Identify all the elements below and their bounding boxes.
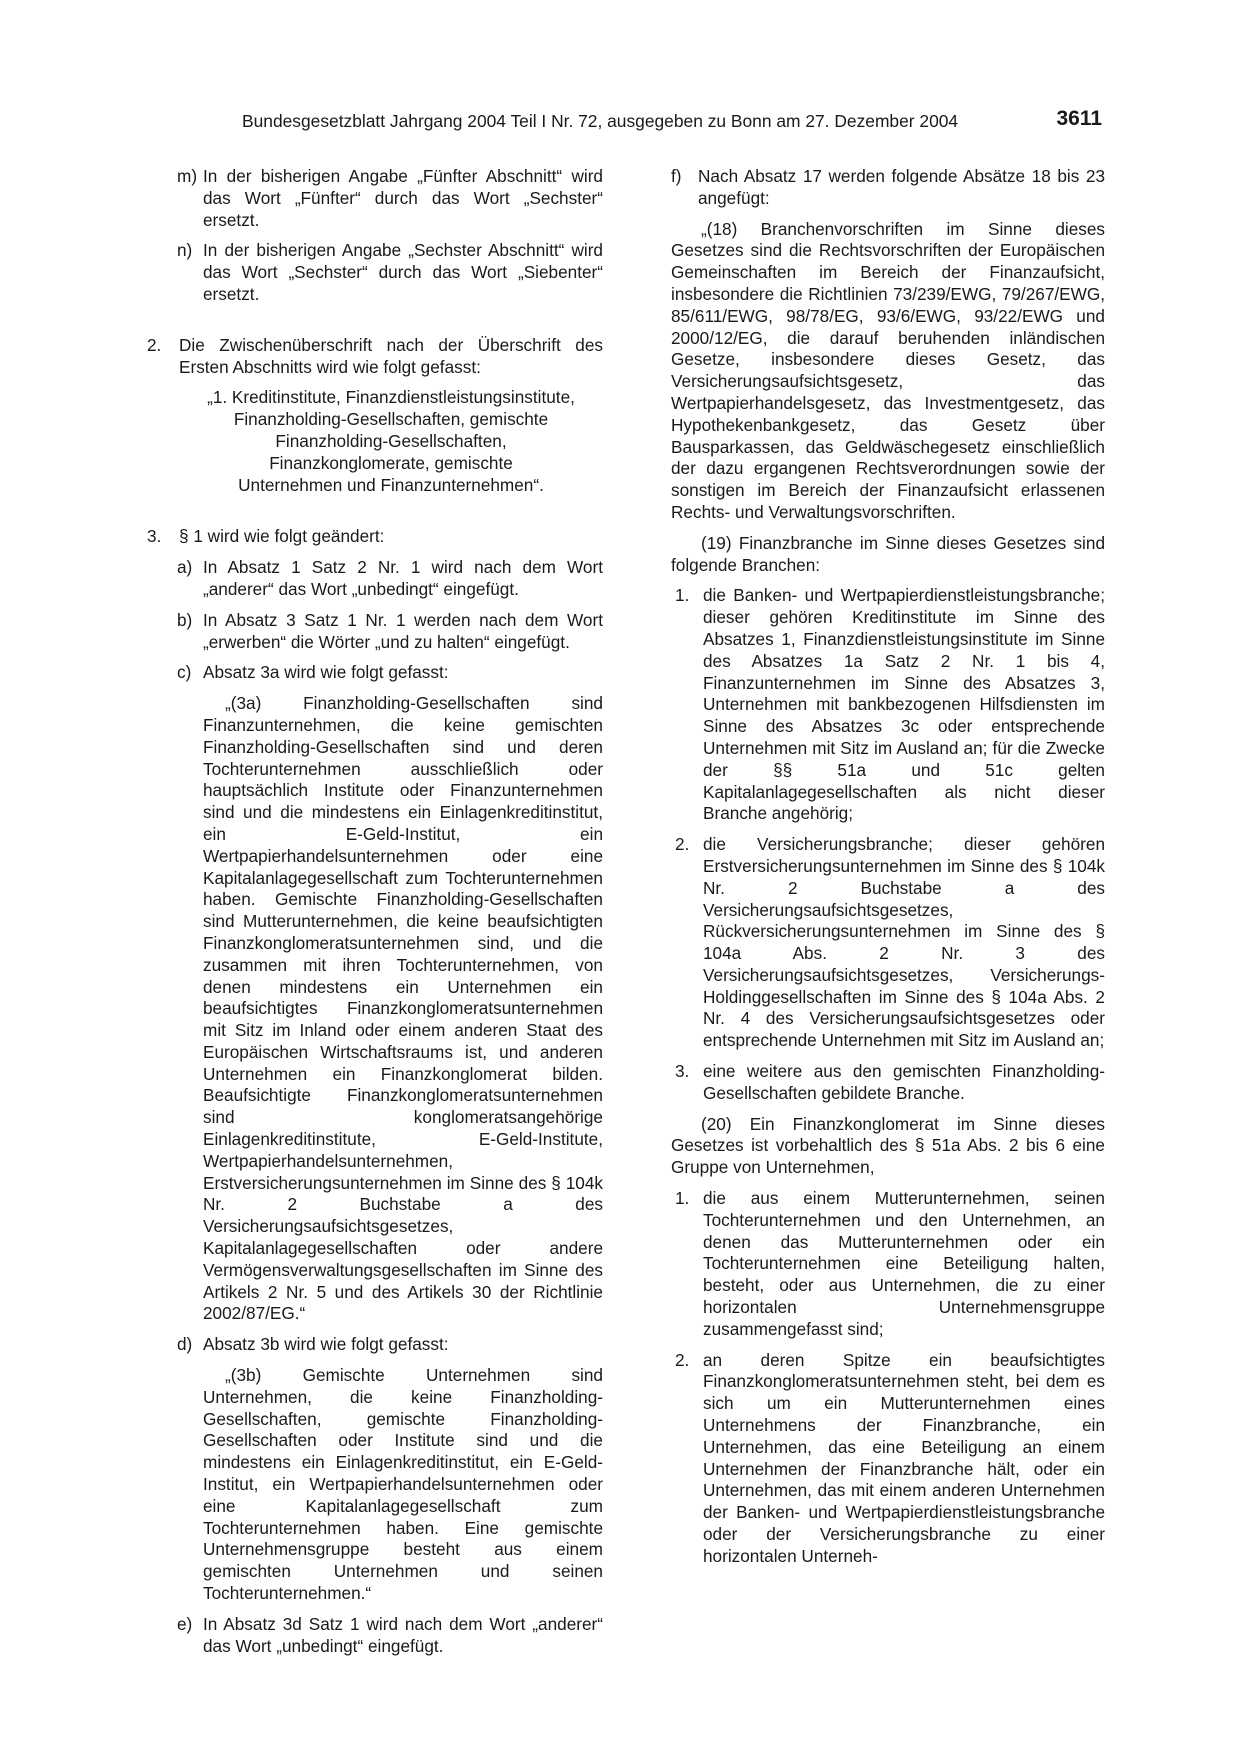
item-label: 2. xyxy=(675,1349,690,1370)
heading-quote xyxy=(147,387,603,496)
paragraph-19 xyxy=(671,533,1105,577)
item-label: 3. xyxy=(675,1061,690,1082)
item-text: Nach Absatz 17 werden folgende Absätze 18 bis 23 angefügt: xyxy=(698,166,1105,208)
item-text: § 1 wird wie folgt geändert: xyxy=(179,526,385,547)
list-item-a xyxy=(147,557,603,601)
item-text: die aus einem Mutterunternehmen, seinen Tochterunternehmen und den Unternehmen, an denen das Mutterunternehmen oder ein Tochterunternehmen eine Beteiligung halten, besteht, oder aus Unternehmen, die zu einer horizontalen Unternehmensgruppe zusammengefasst sind; xyxy=(703,1188,1105,1339)
item-label: 2. xyxy=(675,834,690,855)
list-item xyxy=(671,834,1105,1052)
list-item xyxy=(671,1061,1105,1105)
list-item xyxy=(671,1188,1105,1341)
paragraph-text: (20) Ein Finanzkonglomerat im Sinne dieses Gesetzes ist vorbehaltlich des § 51a Abs. 2 bis 6 eine Gruppe von Unternehmen, xyxy=(671,1113,1105,1178)
item-label: 3. xyxy=(147,526,162,547)
paragraph-20 xyxy=(671,1114,1105,1179)
list-item-f xyxy=(671,166,1105,210)
paragraph-text: „(18) Branchenvorschriften im Sinne dieses Gesetzes sind die Rechtsvorschriften der Europäischen Gemeinschaften im Bereich der Finanzaufsicht, insbesondere die Richtlinien 73/239/EWG, 79/267/EWG, 85/611/EWG, 98/78/EG, 93/6/EWG, 93/22/EWG und 2000/12/EG, die darauf beruhenden inländischen Gesetze, insbesondere dieses Gesetz, das Versicherungsaufsichtsgesetz, das Wertpapierhandelsgesetz, das Investmentgesetz, das Hypothekenbankgesetz, das Gesetz über Bausparkassen, das Geldwäschegesetz einschließlich der dazu ergangenen Rechtsverordnungen sowie der sonstigen im Bereich der Finanzaufsicht erlassenen Rechts- und Verwaltungsvorschriften. xyxy=(671,218,1105,522)
quote-text: „(3a) Finanzholding-Gesellschaften sind Finanzunternehmen, die keine gemischten Finanzholding-Gesellschaften sind und deren Tochterunternehmen ausschließlich oder hauptsächlich Institute oder Finanzunternehmen sind und die mindestens ein Einlagenkreditinstitut, ein E-Geld-Institut, ein Wertpapierhandelsunternehmen oder eine Kapitalanlagegesellschaft zum Tochterunternehmen haben. Gemischte Finanzholding-Gesellschaften sind Mutterunternehmen, die keine beaufsichtigten Finanzkonglomeratsunternehmen sind, und die zusammen mit ihren Tochterunternehmen, von denen mindestens ein Unternehmen ein beaufsichtigtes Finanzkonglomeratsunternehmen mit Sitz im Inland oder einem anderen Staat des Europäischen Wirtschaftsraums ist, und anderen Unternehmen ein Finanzkonglomerat bilden. Beaufsichtigte Finanzkonglomeratsunternehmen sind konglomeratsangehörige Einlagenkreditinstitute, E-Geld-Institute, Wertpapierhandelsunternehmen, Erstversicherungsunternehmen im Sinne des § 104k Nr. 2 Buchstabe a des Versicherungsaufsichtsgesetzes, Kapitalanlagegesellschaften oder andere Vermögensverwaltungsgesellschaften im Sinne des Artikels 2 Nr. 5 und des Artikels 30 der Richtlinie 2002/87/EG.“ xyxy=(203,693,603,1324)
list-item xyxy=(671,1350,1105,1568)
item-label: b) xyxy=(177,609,193,630)
page-header xyxy=(242,107,1102,137)
item-text: In der bisherigen Angabe „Sechster Abschnitt“ wird das Wort „Sechster“ durch das Wort „Siebenter“ ersetzt. xyxy=(203,240,603,304)
list-item-c xyxy=(147,662,603,684)
paragraph-18 xyxy=(671,219,1105,524)
item-text: die Banken- und Wertpapierdienstleistungsbranche; dieser gehören Kreditinstitute im Sinne des Absatzes 1, Finanzdienstleistungsinstitute im Sinne des Absatzes 1a Satz 2 Nr. 1 bis 4, Finanzunternehmen im Sinne des Absatzes 3, Unternehmen mit bankbezogenen Hilfsdiensten im Sinne des Absatzes 3c oder entsprechende Unternehmen mit Sitz im Ausland an; für die Zwecke der §§ 51a und 51c gelten Kapitalanlagegesellschaften als nicht dieser Branche angehörig; xyxy=(703,585,1105,824)
item-text: eine weitere aus den gemischten Finanzholding-Gesellschaften gebildete Branche. xyxy=(703,1061,1105,1103)
list-item-3 xyxy=(147,526,603,548)
quote-line: Unternehmen und Finanzunternehmen“. xyxy=(238,474,544,495)
list-item-e xyxy=(147,1614,603,1658)
quote-line: Finanzholding-Gesellschaften, gemischte xyxy=(233,409,549,430)
quote-3a xyxy=(147,693,603,1325)
item-text: Absatz 3a wird wie folgt gefasst: xyxy=(203,662,449,683)
item-label: d) xyxy=(177,1334,193,1355)
item-label: 1. xyxy=(675,1188,690,1209)
page-number: 3611 xyxy=(1056,107,1102,130)
item-text: In Absatz 1 Satz 2 Nr. 1 wird nach dem Wort „anderer“ das Wort „unbedingt“ eingefügt. xyxy=(203,557,603,599)
paragraph-text: (19) Finanzbranche im Sinne dieses Gesetzes sind folgende Branchen: xyxy=(671,532,1105,575)
item-label: f) xyxy=(671,166,682,186)
list-item-m xyxy=(147,166,603,231)
quote-3b xyxy=(147,1365,603,1605)
item-label: e) xyxy=(177,1613,193,1634)
right-column xyxy=(671,166,1105,1577)
item-text: Die Zwischenüberschrift nach der Überschrift des Ersten Abschnitts wird wie folgt gefasst: xyxy=(179,334,603,377)
quote-line: „1. Kreditinstitute, Finanzdienstleistungsinstitute, xyxy=(207,387,575,408)
list-item-b xyxy=(147,610,603,654)
header-title: Bundesgesetzblatt Jahrgang 2004 Teil I Nr. 72, ausgegeben zu Bonn am 27. Dezember 2004 xyxy=(242,111,959,131)
list-item xyxy=(671,585,1105,825)
item-label: m) xyxy=(177,166,198,186)
item-text: In der bisherigen Angabe „Fünfter Abschnitt“ wird das Wort „Fünfter“ durch das Wort „Sechster“ ersetzt. xyxy=(203,166,603,230)
quote-line: Finanzkonglomerate, gemischte xyxy=(269,452,513,473)
list-item-2 xyxy=(147,335,603,379)
item-label: 2. xyxy=(147,334,162,355)
quote-text: „(3b) Gemischte Unternehmen sind Unternehmen, die keine Finanzholding-Gesellschaften, gemischte Finanzholding-Gesellschaften oder Institute sind und die mindestens ein Einlagenkreditinstitut, ein E-Geld-Institut, ein Wertpapierhandelsunternehmen oder eine Kapitalanlagegesellschaft zum Tochterunternehmen haben. Eine gemischte Unternehmensgruppe besteht aus einem gemischten Unternehmen und seinen Tochterunternehmen.“ xyxy=(203,1365,603,1604)
item-label: c) xyxy=(177,662,192,683)
item-text: In Absatz 3 Satz 1 Nr. 1 werden nach dem Wort „erwerben“ die Wörter „und zu halten“ eingefügt. xyxy=(203,609,603,652)
item-label: n) xyxy=(177,240,193,261)
left-column xyxy=(147,166,603,1666)
item-text: an deren Spitze ein beaufsichtigtes Finanzkonglomeratsunternehmen steht, bei dem es sich um ein Mutterunternehmen eines Unternehmens der Finanzbranche, ein Unternehmen, das eine Beteiligung an einem Unternehmen der Finanzbranche hält, oder ein Unternehmen, das mit einem anderen Unternehmen der Banken- und Wertpapierdienstleistungsbranche oder der Versicherungsbranche zu einer horizontalen Unterneh- xyxy=(703,1349,1105,1566)
item-label: a) xyxy=(177,557,193,578)
item-text: die Versicherungsbranche; dieser gehören Erstversicherungsunternehmen im Sinne des § 104k Nr. 2 Buchstabe a des Versicherungsaufsichtsgesetzes, Rückversicherungsunternehmen im Sinne des § 104a Abs. 2 Nr. 3 des Versicherungsaufsichtsgesetzes, Versicherungs-Holdinggesellschaften im Sinne des § 104a Abs. 2 Nr. 4 des Versicherungsaufsichtsgesetzes oder entsprechende Unternehmen mit Sitz im Ausland an; xyxy=(703,834,1105,1051)
item-text: Absatz 3b wird wie folgt gefasst: xyxy=(203,1334,449,1355)
item-text: In Absatz 3d Satz 1 wird nach dem Wort „anderer“ das Wort „unbedingt“ eingefügt. xyxy=(203,1613,603,1656)
list-item-d xyxy=(147,1334,603,1356)
list-item-n xyxy=(147,240,603,305)
quote-line: Finanzholding-Gesellschaften, xyxy=(275,430,507,451)
item-label: 1. xyxy=(675,585,690,606)
